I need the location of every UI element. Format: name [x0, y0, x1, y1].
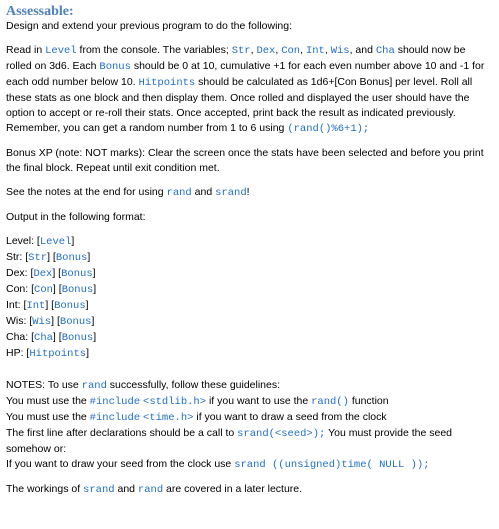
text: Int: [	[6, 299, 27, 311]
text: The workings of	[6, 483, 84, 495]
note-line	[6, 457, 493, 473]
text: ]	[91, 315, 95, 327]
code-value: Level	[39, 236, 72, 248]
code-bonus: Bonus	[99, 61, 131, 73]
text: and	[191, 186, 216, 198]
output-line	[6, 234, 493, 250]
text: successfully, follow these guidelines:	[106, 379, 281, 391]
code-value: Int	[26, 300, 46, 312]
code-dex: Dex	[256, 45, 276, 57]
text: Str: [	[6, 251, 29, 263]
text: !	[246, 186, 250, 198]
code-value: Hitpoints	[29, 348, 87, 360]
code-srand: srand	[215, 187, 247, 199]
code-rand: rand	[137, 484, 164, 496]
text: and	[114, 483, 138, 495]
code-wis: Wis	[330, 45, 350, 57]
text: You must use the	[6, 411, 90, 423]
text: Read in	[6, 44, 46, 56]
code-time-h: <time.h>	[143, 412, 194, 424]
output-line	[6, 250, 493, 266]
note-line	[6, 482, 493, 498]
bonus-xp-paragraph: Bonus XP (note: NOT marks): Clear the screen once the stats have been selected and before you print the final block. Repeat until exit condition met.	[6, 147, 484, 174]
text: ]	[85, 299, 89, 311]
text: If you want to draw your seed from the clock use	[6, 458, 235, 470]
text: HP: [	[6, 347, 30, 359]
text: should now be rolled on 3d6. Each	[6, 44, 466, 72]
text: You must use the	[6, 395, 90, 407]
code-rand-call: rand()	[311, 396, 349, 408]
text: ] [	[52, 267, 62, 279]
text: ] [	[47, 251, 56, 263]
text: NOTES: To use	[6, 379, 82, 391]
code-bonus: Bonus	[61, 268, 93, 280]
text: ,	[324, 44, 331, 56]
text: ]	[86, 347, 89, 359]
text: ]	[92, 267, 96, 279]
text: Cha: [	[6, 331, 35, 343]
text: ] [	[51, 315, 60, 327]
text: ]	[87, 251, 91, 263]
text: Wis: [	[6, 315, 33, 327]
text: function	[348, 395, 389, 407]
text: from the console. The variables;	[76, 44, 232, 56]
output-line	[6, 314, 493, 330]
output-line	[6, 282, 493, 298]
code-srand-seed: srand(<seed>);	[237, 428, 326, 440]
code-value: Dex	[33, 268, 53, 280]
text: ,	[300, 44, 306, 56]
code-srand-time: srand ((unsigned)time( NULL ));	[234, 459, 430, 471]
text: ] [	[52, 283, 62, 295]
code-rand: rand	[166, 187, 192, 199]
code-rand: rand	[81, 380, 107, 392]
output-line	[6, 266, 493, 282]
text: , and	[349, 44, 376, 56]
requirements-paragraph	[6, 43, 493, 137]
text: should be calculated as 1d6+[Con Bonus] per level. Roll all these stats as one block and then display them. Once rolled and displayed the user should have the option to accept or re-roll their stats. Once accepted, print back the result as indicated previously. Remember, you can get a random number from 1 to 6 using	[6, 76, 473, 134]
text: You must provide the seed somehow or:	[6, 427, 453, 455]
text: The first line after declarations should be a call to	[6, 427, 238, 439]
note-line	[6, 378, 493, 394]
output-intro: Output in the following format:	[6, 211, 146, 223]
code-rand-expression: (rand()%6+1);	[287, 123, 370, 135]
see-notes-line	[6, 185, 493, 201]
code-hitpoints: Hitpoints	[138, 77, 196, 89]
code-bonus: Bonus	[55, 252, 88, 264]
output-line	[6, 330, 493, 346]
text: ] [	[45, 299, 55, 311]
text: if you want to draw a seed from the clock	[193, 411, 387, 423]
code-stdlib: <stdlib.h>	[143, 396, 207, 408]
code-value: Cha	[34, 332, 53, 344]
text: should be 0 at 10, cumulative +1 for each even number above 10 and -1 for each odd number below 10.	[6, 60, 485, 88]
code-bonus: Bonus	[61, 332, 94, 344]
code-value: Str	[28, 252, 48, 264]
code-int: Int	[305, 45, 325, 57]
notes-block	[6, 378, 493, 498]
text: ] [	[52, 331, 62, 343]
code-value: Con	[34, 284, 53, 296]
code-bonus: Bonus	[59, 316, 92, 328]
heading: Assessable:	[6, 4, 74, 19]
code-level: Level	[45, 45, 77, 57]
note-line	[6, 426, 493, 457]
note-line	[6, 410, 493, 426]
code-bonus: Bonus	[61, 284, 94, 296]
text: ,	[275, 44, 282, 56]
code-value: Wis	[32, 316, 52, 328]
text: Con: [	[6, 283, 35, 295]
code-include: #include	[89, 412, 141, 424]
code-str: Str	[231, 45, 251, 57]
intro-text: Design and extend your previous program to do the following:	[6, 20, 293, 32]
text: ]	[93, 283, 97, 295]
text: ]	[93, 331, 97, 343]
text: See the notes at the end for using	[6, 186, 167, 198]
output-line	[6, 346, 493, 362]
code-bonus: Bonus	[54, 300, 86, 312]
text: ]	[71, 235, 75, 247]
text: Dex: [	[6, 267, 34, 279]
text: if you want to use the	[206, 395, 312, 407]
code-srand: srand	[83, 484, 115, 496]
code-con: Con	[281, 45, 301, 57]
output-line	[6, 298, 493, 314]
text: are covered in a later lecture.	[163, 483, 303, 495]
code-cha: Cha	[375, 45, 395, 57]
code-include: #include	[89, 396, 141, 408]
output-format-block	[6, 234, 493, 362]
note-line	[6, 394, 493, 410]
text: ,	[250, 44, 257, 56]
text: Level: [	[6, 235, 40, 247]
